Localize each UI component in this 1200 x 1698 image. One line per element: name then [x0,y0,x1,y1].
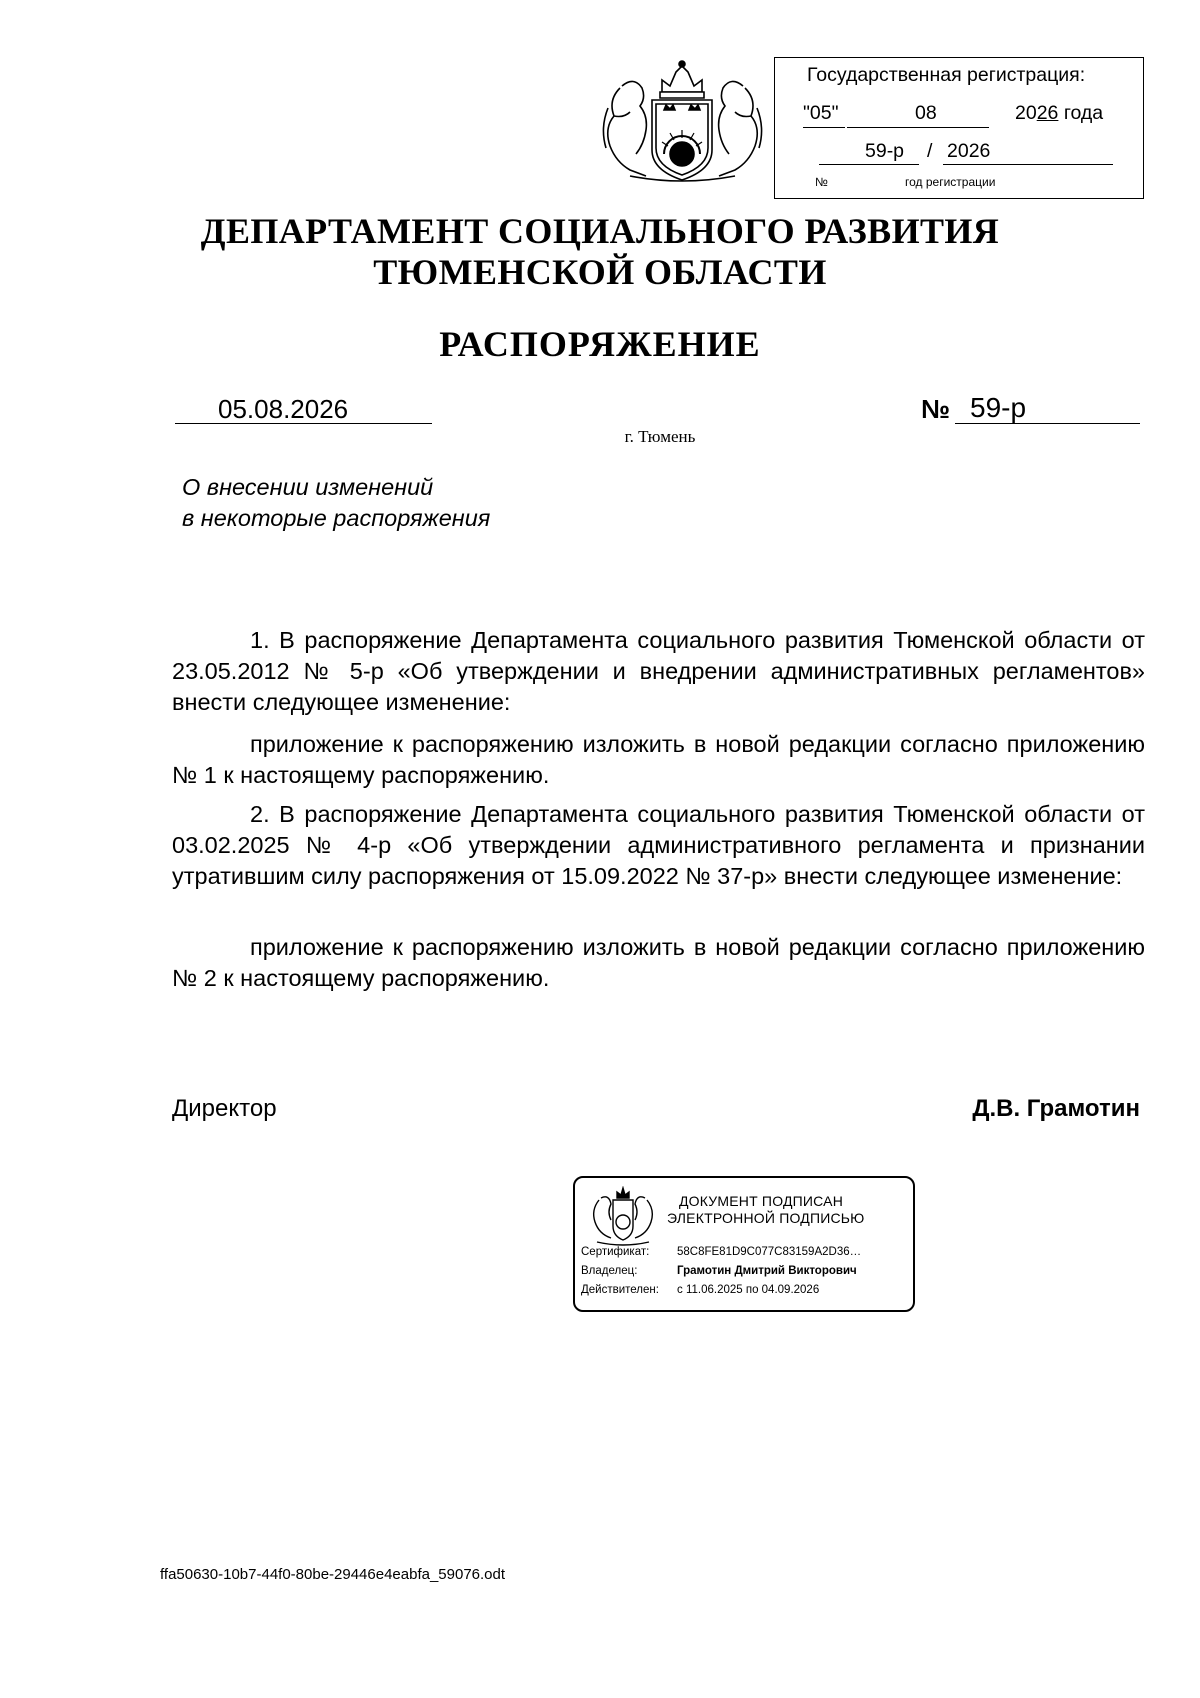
registration-year-prefix: 20 [1015,102,1037,124]
registration-month: 08 [915,102,937,124]
esign-heading-1: ДОКУМЕНТ ПОДПИСАН [679,1193,844,1209]
esign-owner-label: Владелец: [581,1265,638,1277]
signatory-position: Директор [172,1095,277,1122]
paragraph-2: приложение к распоряжению изложить в новой редакции согласно приложению № 1 к настоящему распоряжению. [172,731,1145,788]
registration-year-word: года [1063,102,1104,124]
registration-slash: / [927,140,933,162]
registration-number-label: № [815,175,828,189]
order-number-sign: № [921,394,950,424]
paragraph-4: приложение к распоряжению изложить в новой редакции согласно приложению № 2 к настоящему распоряжению. [172,934,1145,991]
esign-valid-label: Действителен: [581,1284,659,1296]
esign-owner-value: Грамотин Дмитрий Викторович [677,1265,857,1277]
order-date: 05.08.2026 [218,394,349,424]
registration-day: "05" [803,102,839,124]
registration-number: 59-р [865,140,905,162]
city: г. Тюмень [624,427,696,446]
paragraph-1: 1. В распоряжение Департамента социального развития Тюменской области от 23.05.2012 № 5-р «Об утверждении и внедрении административных регламентов» внести следующее изменение: [172,627,1145,715]
registration-box [774,57,1144,199]
electronic-signature-stamp [573,1176,915,1312]
esign-cert-label: Сертификат: [581,1246,650,1258]
document-type-title: РАСПОРЯЖЕНИЕ [439,324,761,364]
department-name-line2: ТЮМЕНСКОЙ ОБЛАСТИ [373,252,827,292]
registration-year-suffix: 26 [1036,102,1059,124]
footer-filename: ffa50630-10b7-44f0-80be-29446e4eabfa_59076.odt [160,1566,506,1583]
subject-line2: в некоторые распоряжения [182,505,491,531]
esign-cert-value: 58C8FE81D9C077C83159A2D36… [677,1246,862,1258]
registration-year: 2026 [947,140,991,162]
department-name-line1: ДЕПАРТАМЕНТ СОЦИАЛЬНОГО РАЗВИТИЯ [200,211,1000,251]
subject-line1: О внесении изменений [182,474,434,500]
registration-title: Государственная регистрация: [807,64,1086,86]
esign-valid-value: с 11.06.2025 по 04.09.2026 [677,1284,820,1296]
registration-year-label: год регистрации [905,175,996,189]
coat-of-arms-emblem [600,58,765,186]
esign-emblem-icon [587,1186,659,1246]
esign-heading-2: ЭЛЕКТРОННОЙ ПОДПИСЬЮ [667,1210,865,1226]
paragraph-3: 2. В распоряжение Департамента социального развития Тюменской области от 03.02.2025 № 4-р «Об утверждении административного регламента и признании утратившим силу распоряжения от 15.09.2022 № 37-р» внести следующее изменение: [172,801,1145,889]
signatory-name: Д.В. Грамотин [972,1095,1140,1122]
order-number: 59-р [970,392,1027,423]
